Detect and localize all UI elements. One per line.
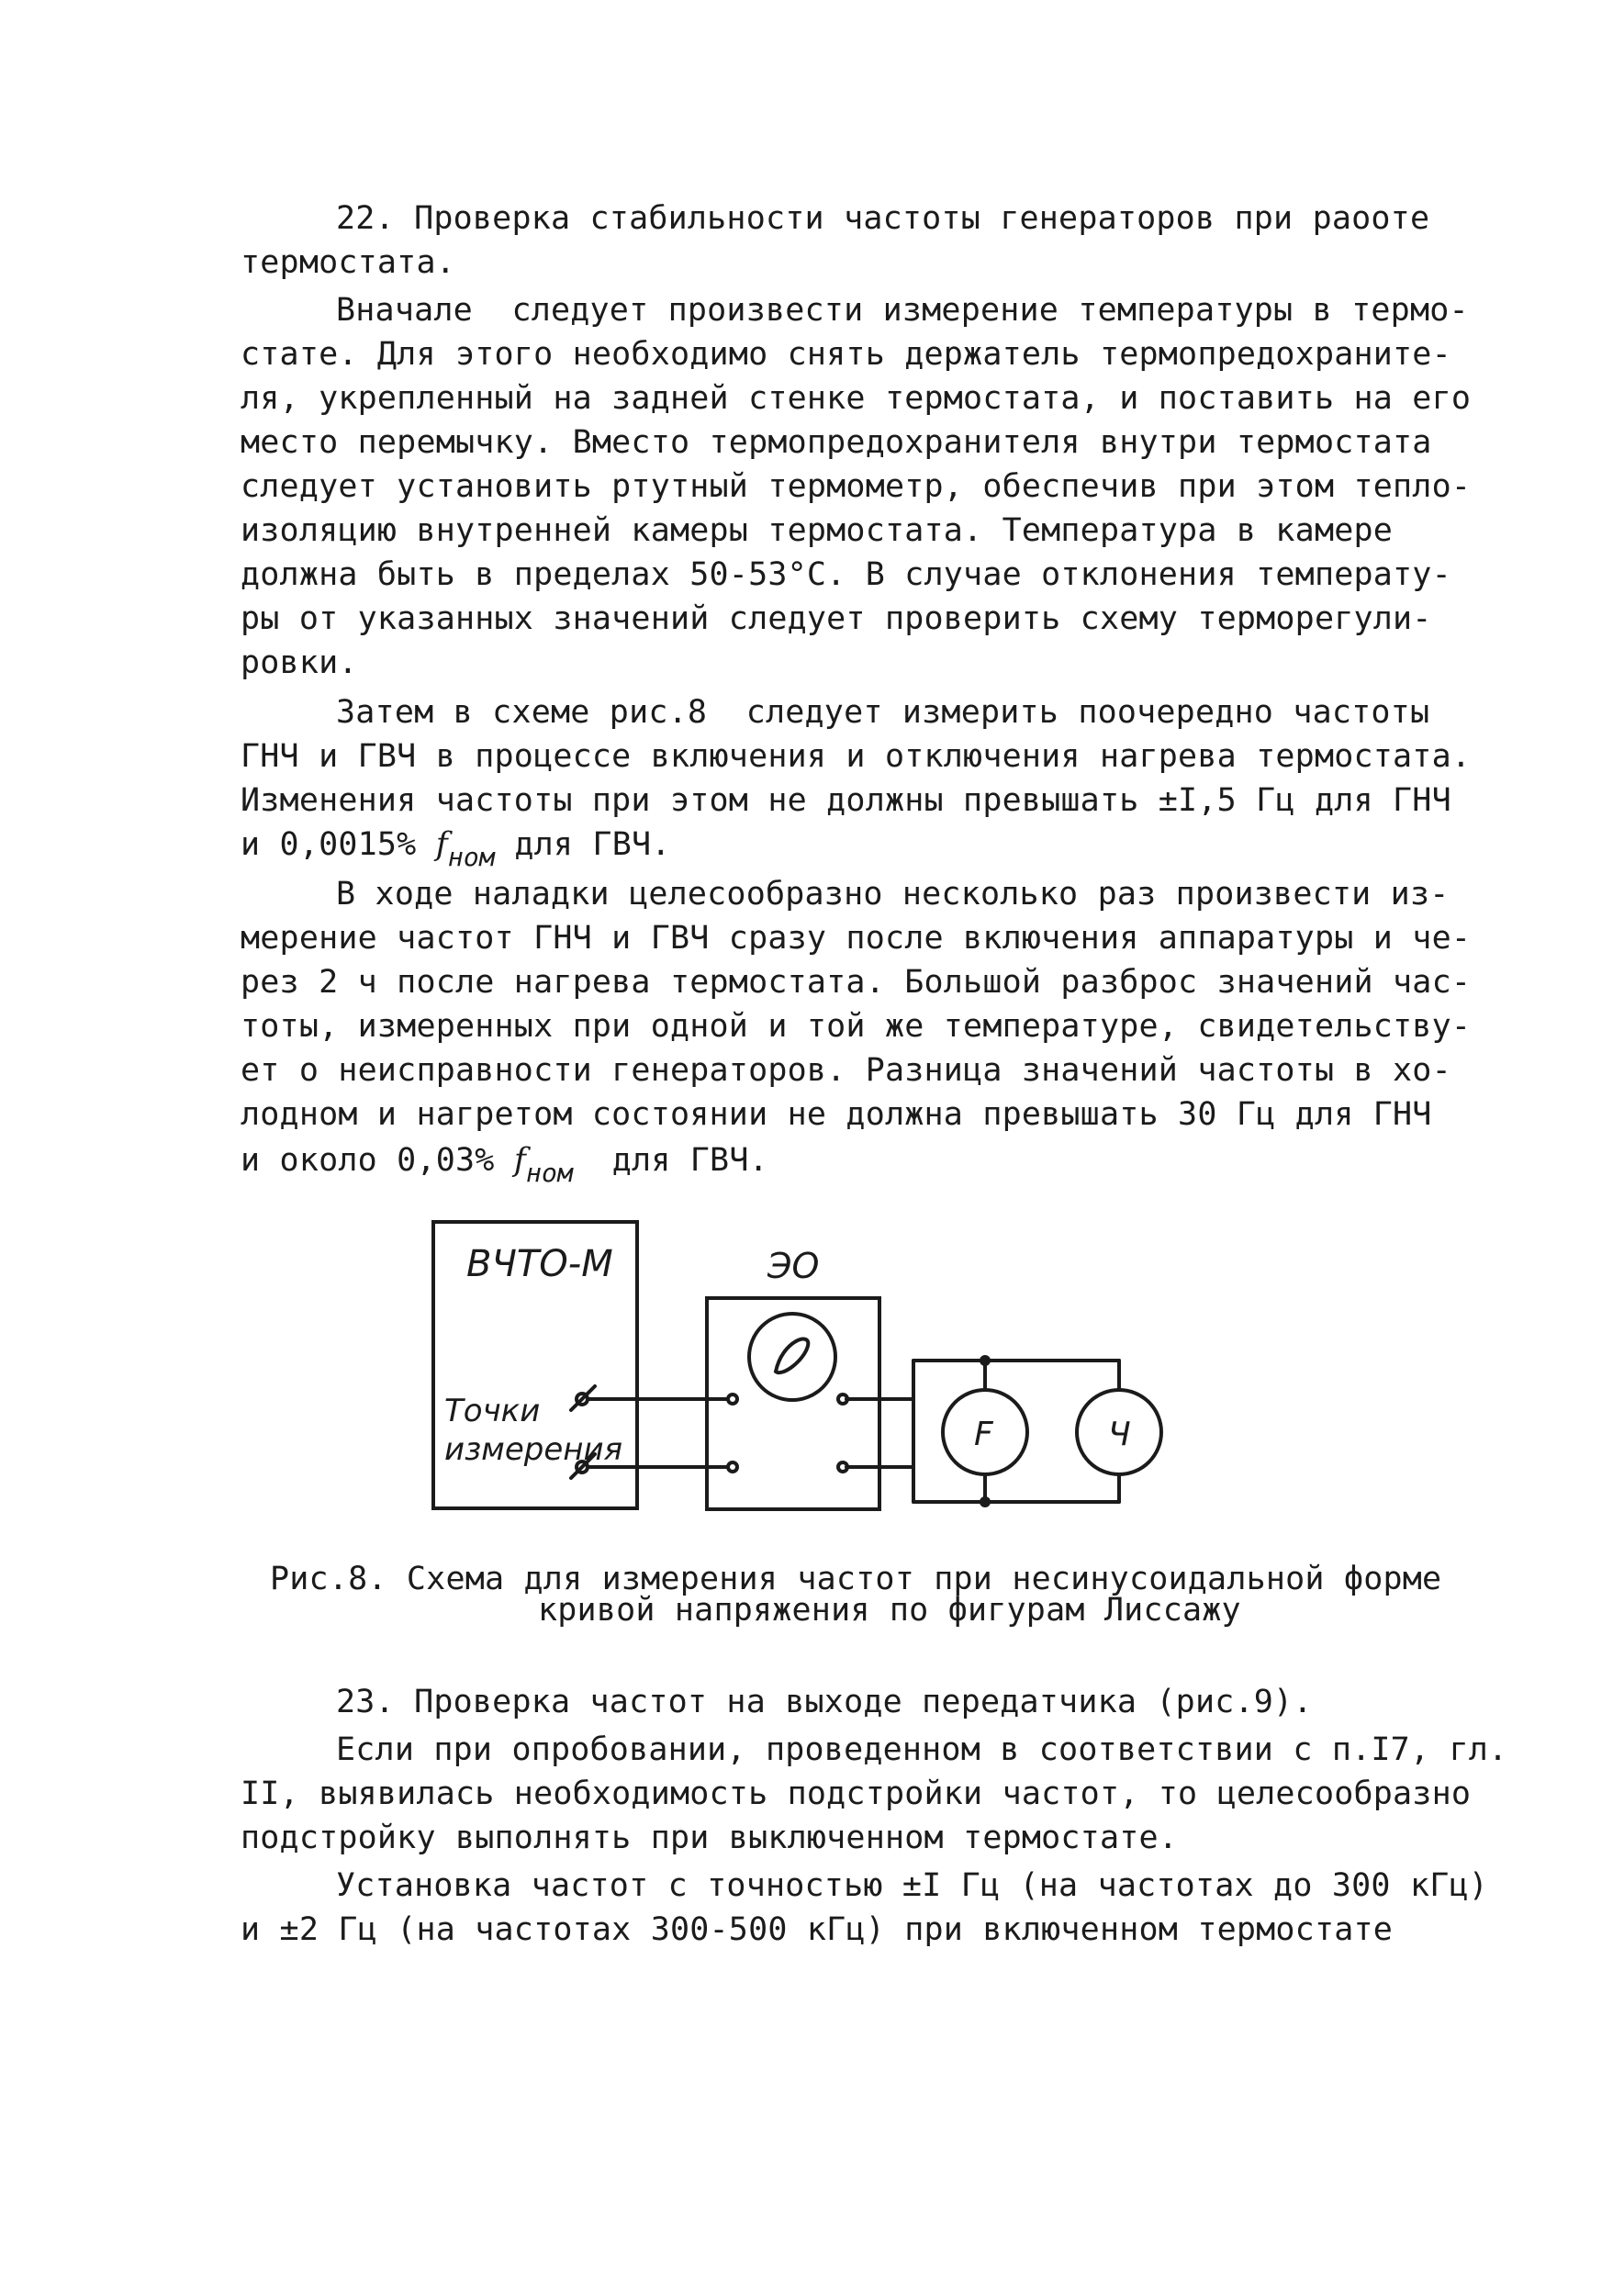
oscilloscope-terminal — [838, 1462, 847, 1472]
paragraph-line: подстройку выполнять при выключенном термостате. — [241, 1820, 1179, 1856]
junction-dot — [980, 1355, 991, 1366]
text-fragment: для ГВЧ. — [573, 1142, 768, 1179]
paragraph-line: ля, укрепленный на задней стенке термостата, и поставить на его — [241, 380, 1472, 417]
paragraph-line: тоты, измеренных при одной и той же температуре, свидетельству- — [241, 1008, 1472, 1045]
oscilloscope-terminal — [838, 1394, 847, 1404]
paragraph-line: II, выявилась необходимость подстройки частот, то целесообразно — [241, 1775, 1472, 1812]
paragraph-line: ГНЧ и ГВЧ в процессе включения и отключения нагрева термостата. — [241, 738, 1472, 775]
paragraph-line: Изменения частоты при этом не должны превышать ±I,5 Гц для ГНЧ — [241, 782, 1451, 819]
meter-f-label: F — [974, 1416, 993, 1453]
f-nominal-symbol: f — [435, 826, 448, 863]
meter-ch-label: Ч — [1108, 1416, 1131, 1453]
section-23-heading: 23. Проверка частот на выходе передатчика (рис.9). — [336, 1684, 1313, 1720]
junction-dot — [980, 1496, 991, 1507]
paragraph-line: должна быть в пределах 50-53°С. В случае отклонения температу- — [241, 556, 1451, 593]
oscilloscope-terminal — [728, 1462, 737, 1472]
points-label-line2: измерения — [444, 1431, 623, 1468]
device-label: ВЧТО-М — [466, 1243, 613, 1285]
paragraph-line: Вначале следует произвести измерение температуры в термо- — [336, 292, 1469, 329]
text-fragment: и 0,0015% — [241, 826, 436, 863]
f-nominal-symbol: f — [513, 1142, 526, 1179]
oscilloscope-terminal — [728, 1394, 737, 1404]
paragraph-line: рез 2 ч после нагрева термостата. Большой разброс значений час- — [241, 964, 1472, 1001]
paragraph-line: стате. Для этого необходимо снять держатель термопредохраните- — [241, 336, 1451, 373]
paragraph-line: Если при опробовании, проведенном в соответствии с п.I7, гл. — [336, 1731, 1508, 1768]
paragraph-line: ет о неисправности генераторов. Разница значений частоты в хо- — [241, 1052, 1451, 1089]
paragraph-line: место перемычку. Вместо термопредохранителя внутри термостата — [241, 424, 1432, 461]
paragraph-line: и ±2 Гц (на частотах 300-500 кГц) при включенном термостате — [241, 1911, 1394, 1948]
section-22-heading-cont: термостата. — [241, 244, 455, 281]
paragraph-line: В ходе наладки целесообразно несколько раз произвести из- — [336, 876, 1450, 913]
paragraph-line: лодном и нагретом состоянии не должна превышать 30 Гц для ГНЧ — [241, 1096, 1432, 1133]
paragraph-line: мерение частот ГНЧ и ГВЧ сразу после включения аппаратуры и че- — [241, 920, 1472, 957]
text-fragment: и около 0,03% — [241, 1142, 514, 1179]
oscilloscope-screen — [749, 1314, 835, 1400]
points-label-line1: Точки — [444, 1393, 541, 1429]
paragraph-line: ры от указанных значений следует проверить схему терморегули- — [241, 600, 1432, 637]
f-nominal-subscript: ном — [525, 1158, 574, 1188]
figure-caption: Рис.8. Схема для измерения частот при несинусоидальной форме — [270, 1561, 1442, 1597]
figure-caption-cont: кривой напряжения по фигурам Лиссажу — [538, 1592, 1241, 1629]
paragraph-line: изоляцию внутренней камеры термостата. Температура в камере — [241, 512, 1394, 549]
f-nominal-subscript: ном — [447, 842, 496, 872]
paragraph-line: Установка частот с точностью ±I Гц (на частотах до 300 кГц) — [336, 1867, 1489, 1904]
paragraph-line: ровки. — [241, 644, 358, 681]
paragraph-line: Затем в схеме рис.8 следует измерить поочередно частоты — [336, 694, 1430, 731]
text-fragment: для ГВЧ. — [495, 826, 671, 863]
lissajous-figure — [776, 1339, 808, 1373]
section-22-heading: 22. Проверка стабильности частоты генераторов при раооте — [336, 200, 1430, 237]
paragraph-line: следует установить ртутный термометр, обеспечив при этом тепло- — [241, 468, 1472, 505]
oscilloscope-label: ЭО — [767, 1246, 820, 1286]
